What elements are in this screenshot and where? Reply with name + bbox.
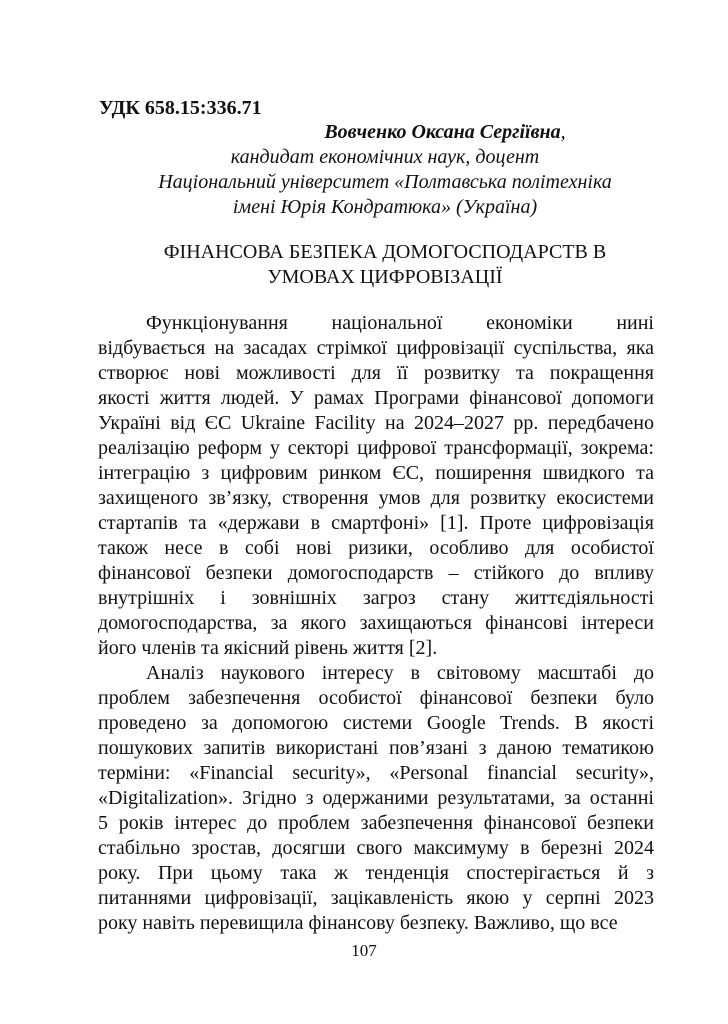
paragraph-line: року. При цьому така ж тенденція спостерігається й з xyxy=(98,862,654,884)
author-name: Вовченко Оксана Сергіївна xyxy=(324,121,561,143)
paragraph-line: проблем забезпечення особистої фінансової безпеки було xyxy=(98,687,654,709)
paragraph-line: фінансової безпеки домогосподарств – стійкого до впливу xyxy=(98,562,654,584)
paragraph-line: інтеграцію з цифровим ринком ЄС, поширення швидкого та xyxy=(98,462,654,484)
paragraph-line: відбувається на засадах стрімкої цифровізації суспільства, яка xyxy=(98,337,654,359)
paragraph-line: «Digitalization». Згідно з одержаними результатами, за останні xyxy=(98,787,654,809)
paragraph-line: домогосподарства, за якого захищаються фінансові інтереси xyxy=(98,612,654,634)
article-body xyxy=(98,311,654,936)
paragraph-line: пошукових запитів використані пов’язані з даною тематикою xyxy=(98,737,654,759)
page-number: 107 xyxy=(351,941,377,960)
author-affiliation-line2: імені Юрія Кондратюка» (Україна) xyxy=(232,196,538,218)
paragraph-line: також несе в собі нові ризики, особливо для особистої xyxy=(98,537,654,559)
paragraph-line: проведено за допомогою системи Google Trends. В якості xyxy=(98,712,654,734)
paragraph-line: його членів та якісний рівень життя [2]. xyxy=(98,637,438,659)
paragraph-line: Україні від ЄС Ukraine Facility на 2024–2027 рр. передбачено xyxy=(98,412,654,434)
paragraph-line: захищеного зв’язку, створення умов для розвитку екосистеми xyxy=(98,487,654,509)
title-line: ФІНАНСОВА БЕЗПЕКА ДОМОГОСПОДАРСТВ В xyxy=(163,241,607,263)
paragraph-line: Функціонування національної економіки нині xyxy=(146,312,654,334)
author-name-wrap: Вовченко Оксана Сергіївна, xyxy=(324,121,566,143)
paragraph-line: реалізацію реформ у секторі цифрової трансформації, зокрема: xyxy=(98,437,654,459)
paragraph-line: якості життя людей. У рамах Програми фінансової допомоги xyxy=(98,387,654,409)
paragraph-line: внутрішніх і зовнішніх загроз стану життєдіяльності xyxy=(98,587,654,609)
body-paragraph xyxy=(98,311,654,661)
article-title xyxy=(90,240,680,290)
author-degree: кандидат економічних наук, доцент xyxy=(230,146,540,168)
author-name-line xyxy=(90,120,680,145)
paragraph-line: створює нові можливості для її розвитку та покращення xyxy=(98,362,654,384)
author-affiliation-line1: Національний університет «Полтавська політехніка xyxy=(158,171,612,193)
paragraph-line: року навіть перевищила фінансову безпеку. Важливо, що все xyxy=(98,912,618,934)
body-paragraph xyxy=(98,661,654,936)
paragraph-line: 5 років інтерес до проблем забезпечення фінансової безпеки xyxy=(98,812,654,834)
paragraph-line: стабільно зростав, досягши свого максимуму в березні 2024 xyxy=(98,837,654,859)
paragraph-line: стартапів та «держави в смартфоні» [1]. Проте цифровізація xyxy=(98,512,654,534)
author-block xyxy=(90,120,680,220)
udc-code: УДК 658.15:336.71 xyxy=(99,97,262,119)
paragraph-line: питаннями цифровізації, зацікавленість якою у серпні 2023 xyxy=(98,887,654,909)
paragraph-line: терміни: «Financial security», «Personal financial security», xyxy=(98,762,654,784)
paragraph-line: Аналіз наукового інтересу в світовому масштабі до xyxy=(146,662,654,684)
title-line: УМОВАХ ЦИФРОВІЗАЦІЇ xyxy=(267,266,503,288)
